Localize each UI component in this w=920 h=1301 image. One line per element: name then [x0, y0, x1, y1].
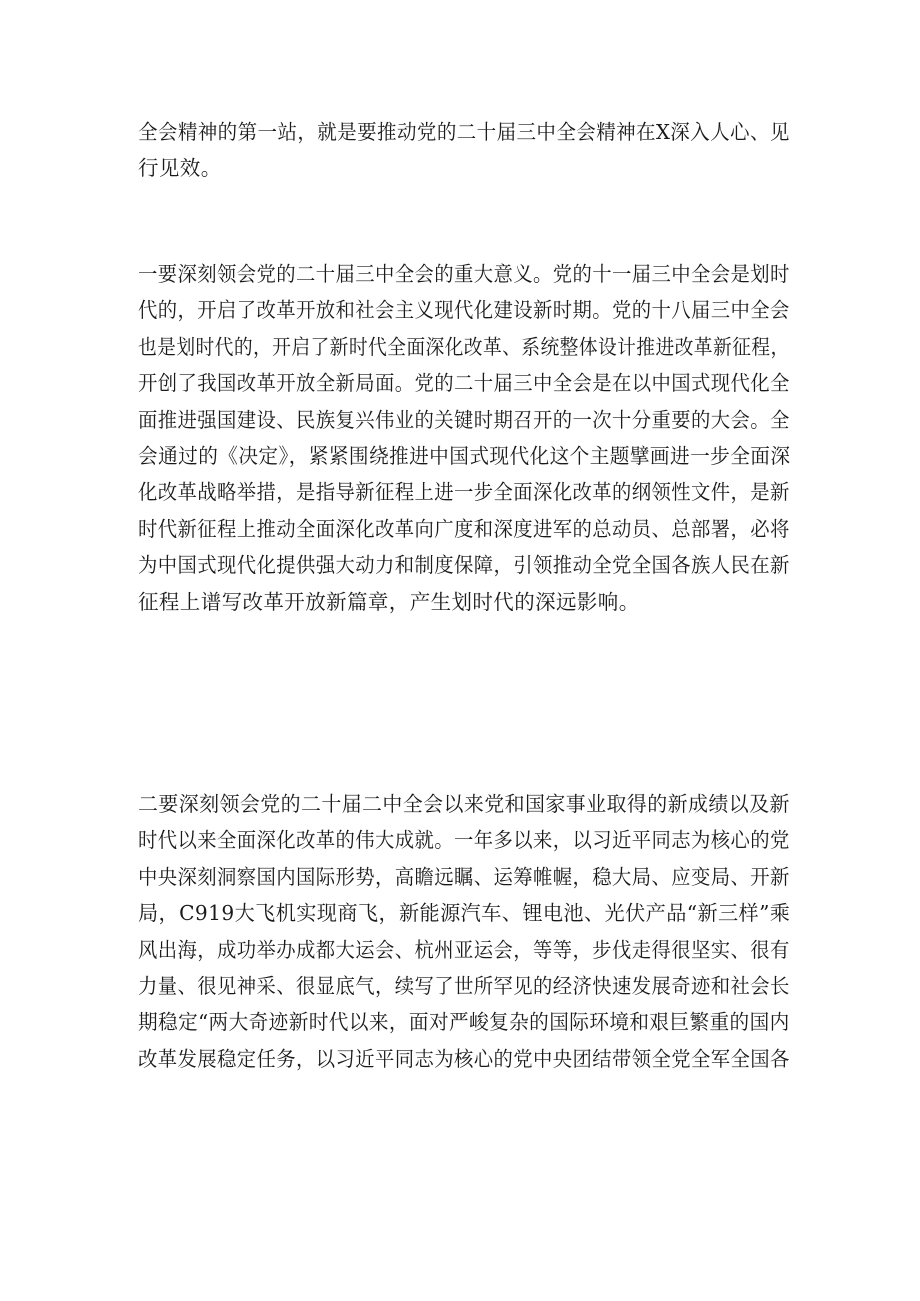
text-line: 二要深刻领会党的二十届二中全会以来党和国家事业取得的新成绩以及新	[138, 792, 790, 816]
text-line: 会通过的《决定》，紧紧围绕推进中国式现代化这个主题擘画进一步全面深	[138, 443, 791, 468]
text-line: 开创了我国改革开放全新局面。党的二十届三中全会是在以中国式现代化全	[138, 371, 790, 396]
text-line: 全会精神的第一站，就是要推动党的二十届三中全会精神在X深入人心、见	[138, 120, 790, 144]
text-line: 局，C919大飞机实现商飞，新能源汽车、锂电池、光伏产品“新三样”乘	[138, 901, 791, 926]
text-line: 改革发展稳定任务，以习近平同志为核心的党中央团结带领全党全军全国各	[138, 1046, 790, 1071]
text-line: 面推进强国建设、民族复兴伟业的关键时期召开的一次十分重要的大会。全	[138, 407, 790, 432]
paragraph-intro	[138, 114, 790, 187]
text-line: 化改革战略举措，是指导新征程上进一步全面深化改革的纲领性文件，是新	[138, 480, 790, 505]
text-line: 行见效。	[138, 156, 222, 181]
text-line: 代的，开启了改革开放和社会主义现代化建设新时期。党的十八届三中全会	[138, 298, 790, 323]
text-line: 时代以来全面深化改革的伟大成就。一年多以来，以习近平同志为核心的党	[138, 828, 790, 853]
text-line: 一要深刻领会党的二十届三中全会的重大意义。党的十一届三中全会是划时	[138, 262, 790, 286]
text-line: 力量、很见神采、很显底气，续写了世所罕见的经济快速发展奇迹和社会长	[138, 973, 790, 998]
text-line: 时代新征程上推动全面深化改革向广度和深度进军的总动员、总部署，必将	[138, 516, 790, 541]
text-line: 为中国式现代化提供强大动力和制度保障，引领推动全党全国各族人民在新	[138, 553, 790, 578]
text-line: 也是划时代的，开启了新时代全面深化改革、系统整体设计推进改革新征程，	[138, 334, 790, 359]
text-line: 期稳定“两大奇迹新时代以来，面对严峻复杂的国际环境和艰巨繁重的国内	[138, 1010, 790, 1035]
text-line: 风出海，成功举办成都大运会、杭州亚运会，等等，步伐走得很坚实、很有	[138, 937, 790, 962]
paragraph-significance	[138, 256, 790, 620]
paragraph-achievements	[138, 786, 790, 1077]
text-line: 征程上谱写改革开放新篇章，产生划时代的深远影响。	[138, 589, 640, 614]
text-line: 中央深刻洞察国内国际形势，高瞻远瞩、运筹帷幄，稳大局、应变局、开新	[138, 864, 790, 889]
